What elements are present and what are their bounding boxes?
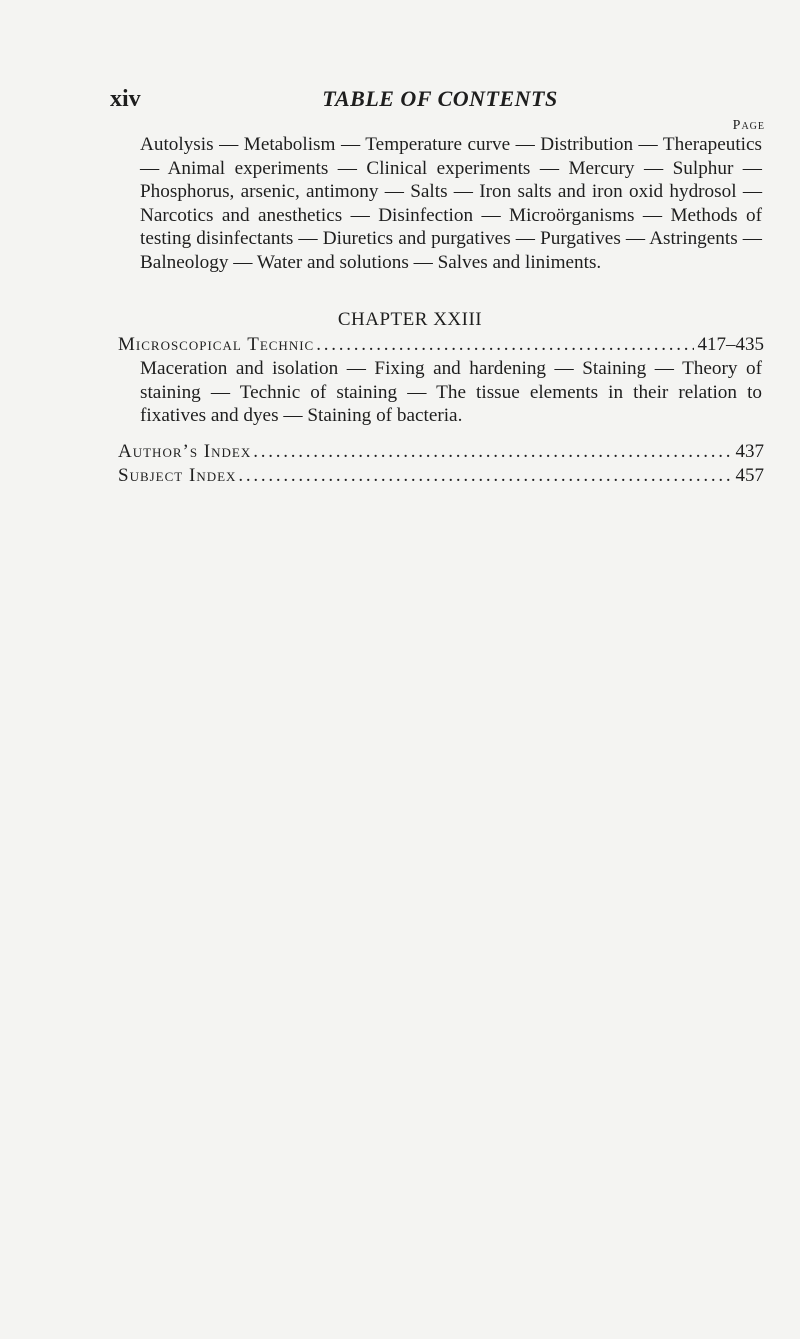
dot-leader [253, 440, 731, 464]
chapter-description: Maceration and isolation — Fixing and hardening — Staining — Theory of staining — Technic of staining — The tissue elements in their relation to fixatives and dyes — Staining of bacteria. [140, 358, 762, 426]
toc-entry-title: Microscopical Technic [118, 334, 315, 355]
toc-entry-microscopical-technic[interactable] [118, 333, 764, 357]
toc-entry-page: 437 [735, 441, 764, 462]
page-column-label: Page [732, 118, 765, 133]
continued-chapter-description: Autolysis — Metabolism — Temperature curve — Distribution — Therapeutics — Animal experiments — Clinical experiments — Mercury — Sulphur — Phosphorus, arsenic, antimony — Salts — Iron salts and iron oxid hydrosol — Narcotics and anesthetics — Disinfection — Microörganisms — Methods of testing disinfectants — Diuretics and purgatives — Purgatives — Astringents — Balneology — Water and solutions — Salves and liniments. [140, 134, 762, 273]
page-header [110, 86, 760, 116]
dot-leader [238, 464, 731, 488]
chapter-heading: CHAPTER XXIII [337, 309, 483, 330]
dot-leader [316, 333, 693, 357]
toc-entry-authors-index[interactable] [118, 440, 764, 464]
toc-entry-title: Subject Index [118, 465, 237, 486]
toc-entry-title: Author’s Index [118, 441, 252, 462]
page-number: xiv [110, 86, 141, 112]
toc-entry-page: 457 [735, 465, 764, 486]
toc-entry-subject-index[interactable] [118, 464, 764, 488]
running-title: TABLE OF CONTENTS [322, 86, 558, 111]
toc-entry-page: 417–435 [697, 334, 764, 355]
